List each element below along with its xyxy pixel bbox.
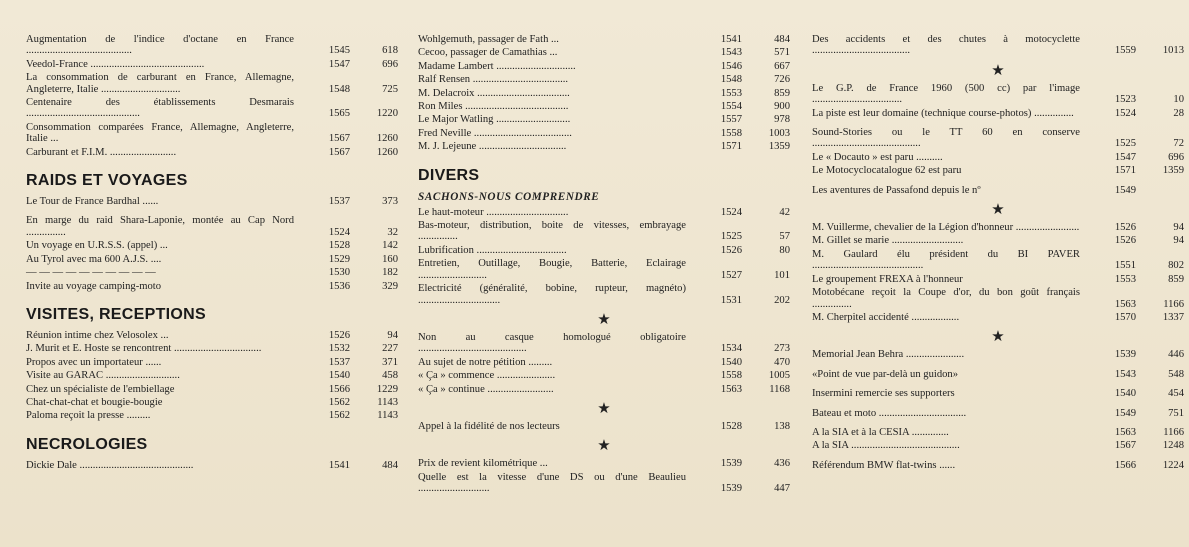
- entry-number: 900: [774, 101, 790, 113]
- index-entry: [418, 61, 790, 72]
- entry-page: 1534: [720, 343, 742, 355]
- entry-number: 454: [1168, 388, 1184, 400]
- entry-title: « Ça » commence ......................: [418, 370, 556, 382]
- entry-title: Les aventures de Passafond depuis le nº: [812, 184, 981, 196]
- index-entry: [812, 127, 1184, 150]
- entry-title: Des accidents et des chutes à motocyclette .....................................: [812, 34, 1080, 57]
- entry-page: 1547: [1114, 151, 1136, 163]
- index-entry: [418, 384, 790, 395]
- entry-title: J. Murit et E. Hoste se rencontrent .................................: [26, 343, 262, 355]
- index-entry: [26, 72, 398, 95]
- entry-page: 1548: [328, 83, 350, 95]
- entry-page: 1526: [720, 244, 742, 256]
- entry-number: 80: [779, 244, 790, 256]
- entry-title: M. J. Lejeune .................................: [418, 141, 567, 153]
- entry-page: 1545: [328, 45, 350, 57]
- entry-page: 1527: [720, 269, 742, 281]
- entry-title: Le groupement FREXA à l'honneur: [812, 273, 963, 285]
- index-entry: [418, 472, 790, 495]
- entry-page: 1565: [328, 108, 350, 120]
- section-heading: VISITES, RECEPTIONS: [26, 305, 206, 323]
- entry-title: Prix de revient kilométrique ...: [418, 458, 548, 470]
- entry-number: 1166: [1163, 298, 1184, 310]
- index-entry: [26, 357, 398, 368]
- entry-page: 1557: [720, 114, 742, 126]
- entry-title: M. Gaulard élu président du BI PAVER ..........................................: [812, 248, 1080, 272]
- index-entry: [812, 34, 1184, 57]
- entry-page: 1549: [1114, 407, 1136, 419]
- index-entry: [418, 141, 790, 152]
- entry-title: Bas-moteur, distribution, boite de vitesses, embrayage ...............: [418, 220, 686, 243]
- index-entry: [812, 427, 1184, 438]
- entry-number: 1260: [376, 133, 398, 145]
- entry-number: 1224: [1162, 459, 1184, 471]
- index-entry: [812, 222, 1184, 233]
- entry-page: 1571: [1114, 165, 1136, 177]
- entry-number: 1220: [376, 108, 398, 120]
- entry-number: 227: [382, 343, 398, 355]
- entry-number: 32: [387, 226, 398, 238]
- entry-page: 1562: [328, 396, 350, 408]
- index-entry: [418, 220, 790, 243]
- index-entry: [26, 460, 398, 471]
- index-entry: [418, 114, 790, 125]
- index-column-3: [812, 34, 1184, 473]
- entry-title: Au Tyrol avec ma 600 A.J.S. ....: [26, 253, 162, 265]
- entry-number: 94: [1173, 235, 1184, 247]
- index-entry: [418, 421, 790, 432]
- entry-page: 1524: [328, 226, 350, 238]
- entry-title: Réunion intime chez Velosolex ...: [26, 329, 169, 341]
- entry-page: 1543: [720, 47, 742, 59]
- index-column-2: [418, 34, 790, 497]
- entry-number: 978: [774, 114, 790, 126]
- entry-page: 1558: [720, 370, 742, 382]
- index-entry: [26, 410, 398, 421]
- star-separator-icon: ★: [597, 311, 611, 328]
- index-entry: [26, 122, 398, 145]
- entry-title: Ron Miles .......................................: [418, 101, 569, 113]
- entry-number: 329: [382, 280, 398, 292]
- entry-title: « Ça » continue .........................: [418, 383, 554, 395]
- index-entry: [26, 384, 398, 395]
- entry-title: Chez un spécialiste de l'embiellage: [26, 383, 175, 395]
- entry-title: Au sujet de notre pétition .........: [418, 356, 553, 368]
- entry-number: 726: [774, 74, 790, 86]
- entry-title: Ralf Rensen ....................................: [418, 74, 569, 86]
- entry-title: Visite au GARAC ............................: [26, 370, 180, 382]
- index-entry: [418, 101, 790, 112]
- index-entry: [418, 357, 790, 368]
- entry-number: 1260: [376, 146, 398, 158]
- index-entry: [812, 83, 1184, 106]
- entry-page: 1539: [720, 483, 742, 495]
- index-entry: [812, 108, 1184, 119]
- entry-page: 1541: [328, 459, 350, 471]
- entry-page: 1525: [720, 231, 742, 243]
- entry-number: 1166: [1163, 426, 1184, 438]
- entry-number: 1359: [1162, 165, 1184, 177]
- entry-title: «Point de vue par-delà un guidon»: [812, 368, 959, 380]
- entry-number: 548: [1168, 368, 1184, 380]
- index-entry: [26, 267, 398, 278]
- entry-page: 1563: [1114, 298, 1136, 310]
- entry-number: 72: [1173, 138, 1184, 150]
- index-entry: [418, 283, 790, 306]
- entry-page: 1541: [720, 34, 742, 45]
- entry-number: 1013: [1162, 45, 1184, 57]
- entry-number: 28: [1173, 107, 1184, 119]
- entry-title: Carburant et F.I.M. .........................: [26, 146, 177, 158]
- entry-page: 1539: [720, 458, 742, 470]
- index-entry: [812, 235, 1184, 246]
- entry-title: Memorial Jean Behra ......................: [812, 349, 965, 361]
- entry-page: 1540: [1114, 388, 1136, 400]
- entry-title: M. Vuillerme, chevalier de la Légion d'honneur ........................: [812, 222, 1080, 234]
- index-entry: [812, 460, 1184, 471]
- entry-number: 1229: [376, 383, 398, 395]
- entry-number: 696: [382, 58, 398, 70]
- entry-page: 1567: [1114, 440, 1136, 452]
- entry-number: 371: [382, 356, 398, 368]
- entry-title: Appel à la fidélité de nos lecteurs: [418, 420, 560, 432]
- entry-title: — — — — — — — — — —: [26, 267, 156, 279]
- entry-title: A la SIA et à la CESIA ..............: [812, 426, 949, 438]
- entry-title: Propos avec un importateur ......: [26, 356, 162, 368]
- entry-number: 447: [774, 483, 790, 495]
- index-entry: [418, 128, 790, 139]
- entry-number: 42: [779, 206, 790, 218]
- entry-page: 1537: [328, 356, 350, 368]
- entry-page: 1546: [720, 60, 742, 72]
- index-entry: [418, 47, 790, 58]
- entry-number: 10: [1173, 94, 1184, 106]
- index-entry: [418, 88, 790, 99]
- entry-title: Entretien, Outillage, Bougie, Batterie, Eclairage ..........................: [418, 258, 686, 281]
- entry-page: 1537: [328, 196, 350, 208]
- entry-title: Cecoo, passager de Camathias ...: [418, 47, 558, 59]
- entry-title: Le Major Watling ............................: [418, 114, 571, 126]
- index-entry: [26, 97, 398, 120]
- entry-number: 94: [387, 329, 398, 341]
- entry-title: Un voyage en U.R.S.S. (appel) ...: [26, 240, 168, 252]
- entry-number: 1005: [768, 370, 790, 382]
- entry-title: Augmentation de l'indice d'octane en France ........................................: [26, 34, 294, 57]
- index-entry: [418, 207, 790, 218]
- entry-title: Le Motocyclocatalogue 62 est paru: [812, 165, 962, 177]
- entry-title: Non au casque homologué obligatoire .........................................: [418, 331, 686, 355]
- index-entry: [418, 332, 790, 355]
- entry-number: 1143: [377, 410, 398, 422]
- index-entry: [418, 245, 790, 256]
- entry-number: 484: [774, 34, 790, 45]
- entry-page: 1547: [328, 58, 350, 70]
- entry-page: 1562: [328, 410, 350, 422]
- entry-page: 1543: [1114, 368, 1136, 380]
- star-separator-icon: ★: [991, 329, 1005, 346]
- entry-number: 138: [774, 420, 790, 432]
- index-entry: [418, 370, 790, 381]
- entry-number: 436: [774, 458, 790, 470]
- entry-title: Chat-chat-chat et bougie-bougie: [26, 396, 163, 408]
- entry-page: 1566: [328, 383, 350, 395]
- entry-page: 1554: [720, 101, 742, 113]
- entry-title: Invite au voyage camping-moto: [26, 280, 162, 292]
- entry-number: 94: [1173, 222, 1184, 234]
- entry-number: 458: [382, 370, 398, 382]
- entry-page: 1558: [720, 127, 742, 139]
- index-entry: [418, 34, 790, 45]
- index-entry: [812, 312, 1184, 323]
- entry-title: Le « Docauto » est paru ..........: [812, 151, 943, 163]
- entry-title: La consommation de carburant en France, Allemagne, Angleterre, Italie ..............................: [26, 72, 294, 95]
- entry-title: A la SIA .........................................: [812, 440, 960, 452]
- index-entry: [418, 458, 790, 469]
- entry-page: 1548: [720, 74, 742, 86]
- entry-page: 1559: [1114, 45, 1136, 57]
- entry-number: 484: [382, 459, 398, 471]
- index-entry: [812, 274, 1184, 285]
- entry-title: Le G.P. de France 1960 (500 cc) par l'image ..................................: [812, 82, 1080, 106]
- index-entry: [26, 59, 398, 70]
- entry-number: 470: [774, 356, 790, 368]
- entry-title: Madame Lambert ..............................: [418, 60, 576, 72]
- entry-number: 1003: [768, 127, 790, 139]
- entry-title: Fred Neville .....................................: [418, 127, 572, 139]
- index-entry: [418, 258, 790, 281]
- entry-number: 725: [382, 83, 398, 95]
- index-entry: [26, 215, 398, 238]
- index-entry: [26, 196, 398, 207]
- section-heading: NECROLOGIES: [26, 435, 148, 453]
- entry-title: Lubrification ..................................: [418, 244, 567, 256]
- index-entry: [812, 388, 1184, 399]
- index-entry: [812, 152, 1184, 163]
- entry-page: 1551: [1114, 260, 1136, 272]
- entry-number: 1143: [377, 396, 398, 408]
- entry-number: 696: [1168, 151, 1184, 163]
- index-entry: [26, 34, 398, 57]
- entry-page: 1567: [328, 133, 350, 145]
- star-separator-icon: ★: [991, 62, 1005, 79]
- entry-title: Motobécane reçoit la Coupe d'or, du bon goût français ...............: [812, 287, 1080, 310]
- entry-page: 1566: [1114, 459, 1136, 471]
- entry-page: 1531: [720, 294, 742, 306]
- entry-page: 1549: [1114, 184, 1136, 196]
- entry-number: 1168: [769, 383, 790, 395]
- entry-page: 1553: [1114, 273, 1136, 285]
- entry-page: 1563: [720, 383, 742, 395]
- entry-title: Bateau et moto .................................: [812, 407, 967, 419]
- entry-title: Paloma reçoit la presse .........: [26, 410, 151, 422]
- entry-title: La piste est leur domaine (technique course-photos) ...............: [812, 107, 1074, 119]
- entry-page: 1539: [1114, 349, 1136, 361]
- index-entry: [26, 240, 398, 251]
- star-separator-icon: ★: [597, 438, 611, 455]
- entry-title: En marge du raid Shara-Laponie, montée au Cap Nord ...............: [26, 215, 294, 238]
- entry-page: 1529: [328, 253, 350, 265]
- entry-title: M. Delacroix ...................................: [418, 87, 570, 99]
- entry-number: 273: [774, 343, 790, 355]
- entry-number: 373: [382, 196, 398, 208]
- entry-title: M. Cherpitel accidenté ..................: [812, 311, 960, 323]
- entry-number: 57: [779, 231, 790, 243]
- section-heading: DIVERS: [418, 166, 480, 184]
- entry-number: 1248: [1162, 440, 1184, 452]
- star-separator-icon: ★: [991, 202, 1005, 219]
- entry-title: Quelle est la vitesse d'une DS ou d'une Beaulieu ...........................: [418, 471, 686, 495]
- index-entry: [26, 397, 398, 408]
- entry-number: 802: [1168, 260, 1184, 272]
- entry-page: 1528: [328, 240, 350, 252]
- entry-title: Insermini remercie ses supporters: [812, 388, 955, 400]
- index-entry: [812, 185, 1184, 196]
- entry-page: 1540: [328, 370, 350, 382]
- entry-page: 1571: [720, 141, 742, 153]
- entry-title: Sound-Stories ou le TT 60 en conserve .........................................: [812, 127, 1080, 150]
- entry-number: 160: [382, 253, 398, 265]
- entry-title: M. Gillet se marie ...........................: [812, 235, 964, 247]
- entry-page: 1524: [720, 206, 742, 218]
- entry-number: 446: [1168, 349, 1184, 361]
- index-column-1: [26, 34, 398, 473]
- entry-page: 1563: [1114, 426, 1136, 438]
- index-entry: [812, 369, 1184, 380]
- entry-page: 1540: [720, 356, 742, 368]
- entry-page: 1528: [720, 420, 742, 432]
- entry-number: 859: [1168, 273, 1184, 285]
- index-entry: [26, 343, 398, 354]
- entry-title: Veedol-France ...........................................: [26, 58, 205, 70]
- entry-title: Consommation comparées France, Allemagne, Angleterre, Italie ...: [26, 121, 294, 145]
- star-separator-icon: ★: [597, 400, 611, 417]
- entry-number: 1359: [768, 141, 790, 153]
- index-entry: [812, 440, 1184, 451]
- index-entry: [812, 249, 1184, 272]
- index-entry: [26, 370, 398, 381]
- subsection-heading: SACHONS-NOUS COMPRENDRE: [418, 190, 600, 203]
- index-entry: [26, 147, 398, 158]
- entry-page: 1526: [1114, 235, 1136, 247]
- entry-title: Centenaire des établissements Desmarais ...........................................: [26, 97, 294, 120]
- entry-page: 1553: [720, 87, 742, 99]
- entry-title: Le haut-moteur ...............................: [418, 206, 569, 218]
- index-entry: [812, 408, 1184, 419]
- section-heading: RAIDS ET VOYAGES: [26, 172, 188, 190]
- entry-page: 1523: [1114, 94, 1136, 106]
- entry-number: 142: [382, 240, 398, 252]
- entry-page: 1524: [1114, 107, 1136, 119]
- entry-number: 859: [774, 87, 790, 99]
- entry-page: 1570: [1114, 311, 1136, 323]
- entry-page: 1532: [328, 343, 350, 355]
- entry-page: 1526: [328, 329, 350, 341]
- entry-title: Référendum BMW flat-twins ......: [812, 459, 956, 471]
- entry-number: 618: [382, 45, 398, 57]
- entry-title: Le Tour de France Bardhal ......: [26, 196, 159, 208]
- entry-number: 571: [774, 47, 790, 59]
- index-entry: [26, 330, 398, 341]
- entry-number: 101: [774, 269, 790, 281]
- index-entry: [812, 349, 1184, 360]
- entry-number: 182: [382, 267, 398, 279]
- index-entry: [812, 287, 1184, 310]
- index-entry: [812, 165, 1184, 176]
- entry-title: Electricité (généralité, bobine, rupteur, magnéto) ...............................: [418, 283, 686, 306]
- entry-page: 1536: [328, 280, 350, 292]
- entry-page: 1525: [1114, 138, 1136, 150]
- entry-number: 751: [1168, 407, 1184, 419]
- entry-title: Wohlgemuth, passager de Fath ...: [418, 34, 559, 45]
- index-entry: [26, 254, 398, 265]
- entry-number: 667: [774, 60, 790, 72]
- entry-page: 1567: [328, 146, 350, 158]
- index-entry: [26, 281, 398, 292]
- entry-page: 1530: [328, 267, 350, 279]
- entry-number: 1337: [1162, 311, 1184, 323]
- entry-number: 202: [774, 294, 790, 306]
- index-entry: [418, 74, 790, 85]
- entry-page: 1526: [1114, 222, 1136, 234]
- entry-title: Dickie Dale ...........................................: [26, 459, 194, 471]
